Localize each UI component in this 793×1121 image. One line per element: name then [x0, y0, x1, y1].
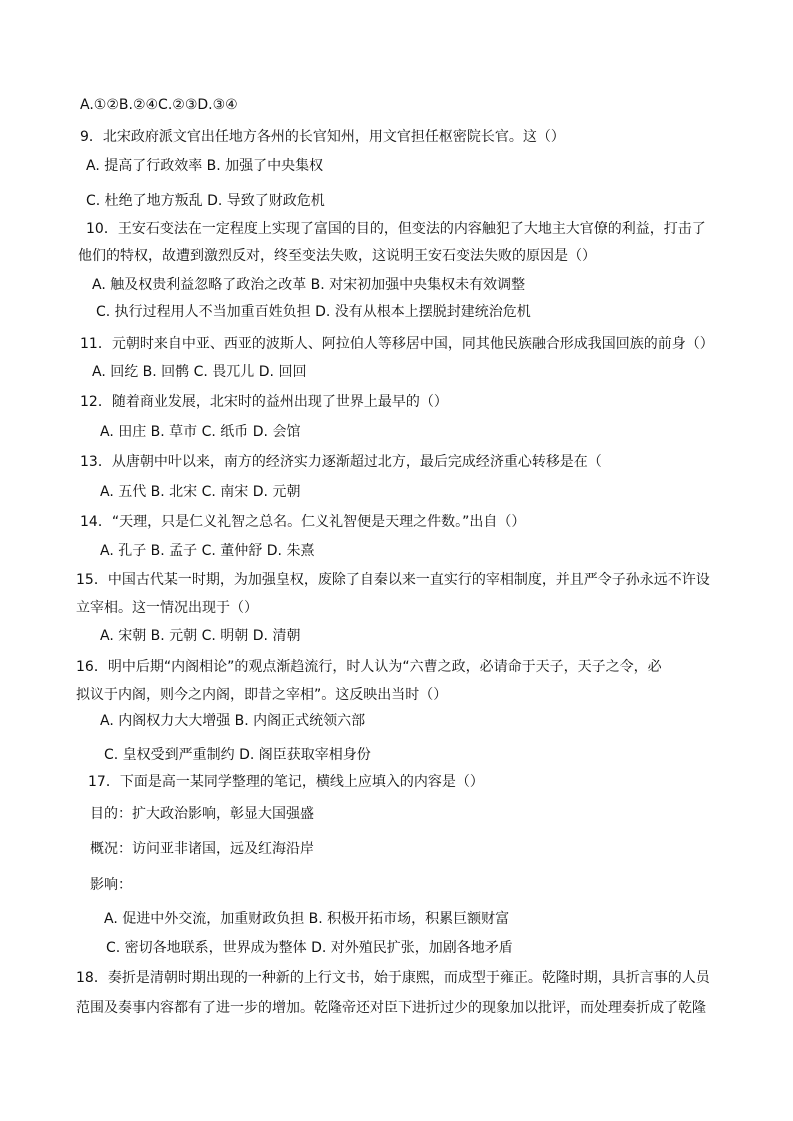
q18-stem-1: 18．奏折是清朝时期出现的一种新的上行文书，始于康熙，而成型于雍正。乾隆时期，具折言事的人员	[76, 970, 710, 986]
q15-stem-1: 15．中国古代某一时期，为加强皇权，废除了自秦以来一直实行的宰相制度，并且严令子孙永远不许设	[76, 572, 710, 588]
q14-stem: 14．“天理，只是仁义礼智之总名。仁义礼智便是天理之件数。”出自（）	[80, 514, 526, 530]
q14-options: A. 孔子 B. 孟子 C. 董仲舒 D. 朱熹	[100, 543, 315, 559]
q15-options: A. 宋朝 B. 元朝 C. 明朝 D. 清朝	[100, 628, 301, 644]
q17-note-overview: 概况：访问亚非诸国，远及红海沿岸	[90, 841, 314, 857]
q17-options-cd: C. 密切各地联系，世界成为整体 D. 对外殖民扩张，加剧各地矛盾	[106, 940, 513, 956]
q11-options: A. 回纥 B. 回鹘 C. 畏兀儿 D. 回回	[92, 364, 307, 380]
q9-options-ab: A. 提高了行政效率 B. 加强了中央集权	[86, 158, 324, 174]
q10-options-ab: A. 触及权贵利益忽略了政治之改革 B. 对宋初加强中央集权未有效调整	[92, 277, 526, 293]
q16-stem-2: 拟议于内阁，则今之内阁，即昔之宰相”。这反映出当时（）	[76, 687, 448, 703]
q13-options: A. 五代 B. 北宋 C. 南宋 D. 元朝	[100, 484, 301, 500]
q9-stem: 9．北宋政府派文官出任地方各州的长官知州，用文官担任枢密院长官。这（）	[80, 129, 565, 145]
q10-stem-2: 他们的特权，故遭到激烈反对，终至变法失败，这说明王安石变法失败的原因是（）	[78, 248, 596, 264]
q13-stem: 13．从唐朝中叶以来，南方的经济实力逐渐超过北方，最后完成经济重心转移是在（	[80, 454, 602, 470]
q17-note-purpose: 目的：扩大政治影响，彰显大国强盛	[90, 806, 314, 822]
q10-options-cd: C. 执行过程用人不当加重百姓负担 D. 没有从根本上摆脱封建统治危机	[96, 304, 531, 320]
q12-options: A. 田庄 B. 草市 C. 纸币 D. 会馆	[100, 424, 301, 440]
q10-stem-1: 10．王安石变法在一定程度上实现了富国的目的，但变法的内容触犯了大地主大官僚的利益，打击了	[86, 221, 706, 237]
q17-stem: 17．下面是高一某同学整理的笔记，横线上应填入的内容是（）	[88, 774, 484, 790]
q17-options-ab: A. 促进中外交流，加重财政负担 B. 积极开拓市场，积累巨额财富	[104, 911, 510, 927]
q8-options: A.①②B.②④C.②③D.③④	[80, 97, 238, 113]
q11-stem: 11．元朝时来自中亚、西亚的波斯人、阿拉伯人等移居中国，同其他民族融合形成我国回族的前身（）	[80, 336, 714, 352]
q17-note-impact: 影响：	[90, 877, 132, 893]
q16-options-cd: C. 皇权受到严重制约 D. 阁臣获取宰相身份	[104, 747, 371, 763]
q16-options-ab: A. 内阁权力大大增强 B. 内阁正式统领六部	[100, 713, 366, 729]
q15-stem-2: 立宰相。这一情况出现于（）	[76, 600, 258, 616]
q18-stem-2: 范围及奏事内容都有了进一步的增加。乾隆帝还对臣下进折过少的现象加以批评，而处理奏折成了乾隆	[76, 1000, 706, 1016]
q12-stem: 12．随着商业发展，北宋时的益州出现了世界上最早的（）	[80, 394, 448, 410]
q16-stem-1: 16．明中后期“内阁相论”的观点渐趋流行，时人认为“六曹之政，必请命于天子，天子之令，必	[76, 659, 662, 675]
q9-options-cd: C. 杜绝了地方叛乱 D. 导致了财政危机	[86, 193, 325, 209]
